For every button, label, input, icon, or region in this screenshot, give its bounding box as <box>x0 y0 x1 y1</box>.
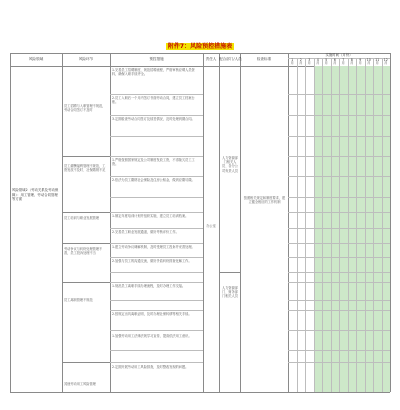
row-separator <box>288 212 390 213</box>
col-sep <box>288 53 289 392</box>
row-separator <box>288 176 390 177</box>
col-sep <box>62 53 63 392</box>
row-separator <box>110 282 203 283</box>
row-separator <box>62 212 110 213</box>
measure-text: 2.完善员工职业发展通道，做好考核评价工作。 <box>112 230 179 234</box>
row-separator <box>288 272 390 273</box>
month-header: 6 月 <box>333 57 337 66</box>
month-header: 9 月 <box>358 57 362 66</box>
month-col-sep <box>348 58 349 392</box>
month-col-sep <box>322 58 323 392</box>
row-separator <box>288 330 390 331</box>
month-col-sep <box>305 58 306 392</box>
month-col-sep <box>331 58 332 392</box>
row-separator <box>288 228 390 229</box>
row-separator <box>288 350 390 351</box>
row-separator <box>288 282 390 283</box>
row-separator <box>62 243 110 244</box>
sheet-title: 附件7：风险预控措施表 <box>167 43 233 50</box>
col-sep <box>219 53 220 392</box>
measure-text: 1.完善员工招聘制度，规范招聘流程，严格审核应聘人员资料，确保入职手续齐全。 <box>112 68 195 77</box>
row-separator <box>288 156 390 157</box>
measure-text: 1.制定年度培训计划并组织实施，建立员工培训档案。 <box>112 214 189 218</box>
check-standard: 按照相关规定和制度要求，建立健全相应的工作机制 <box>243 196 286 205</box>
month-header: 1 月 <box>290 57 294 66</box>
cooperating-dept-top: 人力资源部门相关人员、各分公司负责人员 <box>222 156 238 173</box>
row-separator <box>219 272 240 273</box>
month-header: 5 月 <box>324 57 328 66</box>
row-separator <box>62 156 110 157</box>
row-separator <box>110 176 203 177</box>
risk-domain-label: 风险领域2（劳动关系及劳动保障）：用工管理、劳动合同管理等方面 <box>12 188 59 202</box>
measure-text: 2.依法为员工缴纳社会保险及住房公积金，做到应缴尽缴。 <box>112 178 195 182</box>
col-sep <box>203 53 204 392</box>
measure-text: 1.严格按照国家规定及公司制度发放工资，不得拖欠员工工资。 <box>112 158 195 167</box>
measure-text: 1.加强劳动用工法律法规学习宣传，提高依法用工意识。 <box>112 334 192 338</box>
measure-text: 2.员工入职后一个月内签订书面劳动合同，建立员工档案台账。 <box>112 96 195 105</box>
row-separator <box>110 310 203 311</box>
month-col-sep <box>297 58 298 392</box>
header-cooperating-dept: 配合部门/人员 <box>219 57 242 61</box>
month-col-sep <box>339 58 340 392</box>
row-separator <box>288 115 390 116</box>
measure-text: 3.定期检查劳动合同签订及续签情况，及时处理到期合同。 <box>112 117 195 121</box>
risk-link-5: 员工离职管理不规范 <box>64 298 93 302</box>
row-separator <box>110 362 203 363</box>
header-risk-domain: 风险领域 <box>28 57 44 61</box>
col-sep <box>10 53 11 392</box>
row-separator <box>288 197 390 198</box>
month-col-sep <box>356 58 357 392</box>
risk-link-4: 劳动争议与纠纷处理管理不善，员工投诉处理不当 <box>64 247 103 256</box>
risk-link-2: 员工薪酬福利管理不规范，工资发放不及时、社保缴纳不足 <box>64 164 106 173</box>
month-header: 12 月 <box>383 57 388 66</box>
col-sep <box>110 53 111 392</box>
row-separator <box>288 257 390 258</box>
responsible-person: 办公室 <box>206 224 216 228</box>
month-col-sep <box>373 58 374 392</box>
col-sep <box>240 53 241 392</box>
row-separator <box>288 310 390 311</box>
measure-text: 2.加强与员工的沟通交流，做好矛盾纠纷排查化解工作。 <box>112 259 192 263</box>
row-separator <box>110 136 203 137</box>
risk-link-6: 其他劳动用工风险管理 <box>64 382 96 386</box>
row-separator <box>62 362 110 363</box>
month-header: 4 月 <box>316 57 320 66</box>
month-col-sep <box>365 58 366 392</box>
month-col-sep <box>314 58 315 392</box>
row-separator <box>110 300 203 301</box>
row-separator <box>110 115 203 116</box>
risk-link-3: 员工培训与职业发展管理 <box>64 216 100 220</box>
cooperating-dept-bottom: 人力资源部门、财务部门相关人员 <box>222 286 238 299</box>
col-sep <box>390 53 391 392</box>
month-header: 3 月 <box>307 57 311 66</box>
month-header: 7 月 <box>341 57 345 66</box>
row-separator <box>110 257 203 258</box>
header-risk-link: 风险环节 <box>78 57 94 61</box>
row-separator <box>110 212 203 213</box>
measure-text: 1.建立劳动争议调解机制，及时受理员工投诉并妥善处理。 <box>112 245 195 249</box>
row-separator <box>288 243 390 244</box>
header-check-standard: 检查标准 <box>256 57 272 61</box>
month-header: 11 月 <box>375 57 380 66</box>
month-header: 10 月 <box>366 57 371 66</box>
measure-text: 2.按规定出具离职证明，及时办理社保转移等相关手续。 <box>112 312 192 316</box>
row-separator <box>110 243 203 244</box>
header-responsible: 责任人 <box>205 57 217 61</box>
row-separator <box>110 272 203 273</box>
row-separator <box>62 282 110 283</box>
header-calendar: 实施时间（月份） <box>325 53 353 57</box>
row-separator <box>110 94 203 95</box>
measure-text: 2.定期开展劳动用工风险排查，及时整改发现的问题。 <box>112 365 189 369</box>
table-bottom-border <box>10 392 390 393</box>
month-header: 2 月 <box>299 57 303 66</box>
month-header: 8 月 <box>350 57 354 66</box>
row-separator <box>288 136 390 137</box>
row-separator <box>110 156 203 157</box>
measure-text: 1.规范员工离职手续办理流程，及时办理工作交接。 <box>112 284 186 288</box>
row-separator <box>110 197 203 198</box>
header-measures: 预控措施 <box>149 57 164 61</box>
month-col-sep <box>382 58 383 392</box>
row-separator <box>288 94 390 95</box>
row-separator <box>288 362 390 363</box>
row-separator <box>110 350 203 351</box>
row-separator <box>110 330 203 331</box>
row-separator <box>288 300 390 301</box>
risk-link-1: 员工招聘与入职管理不规范，劳动合同签订不及时 <box>64 104 106 113</box>
